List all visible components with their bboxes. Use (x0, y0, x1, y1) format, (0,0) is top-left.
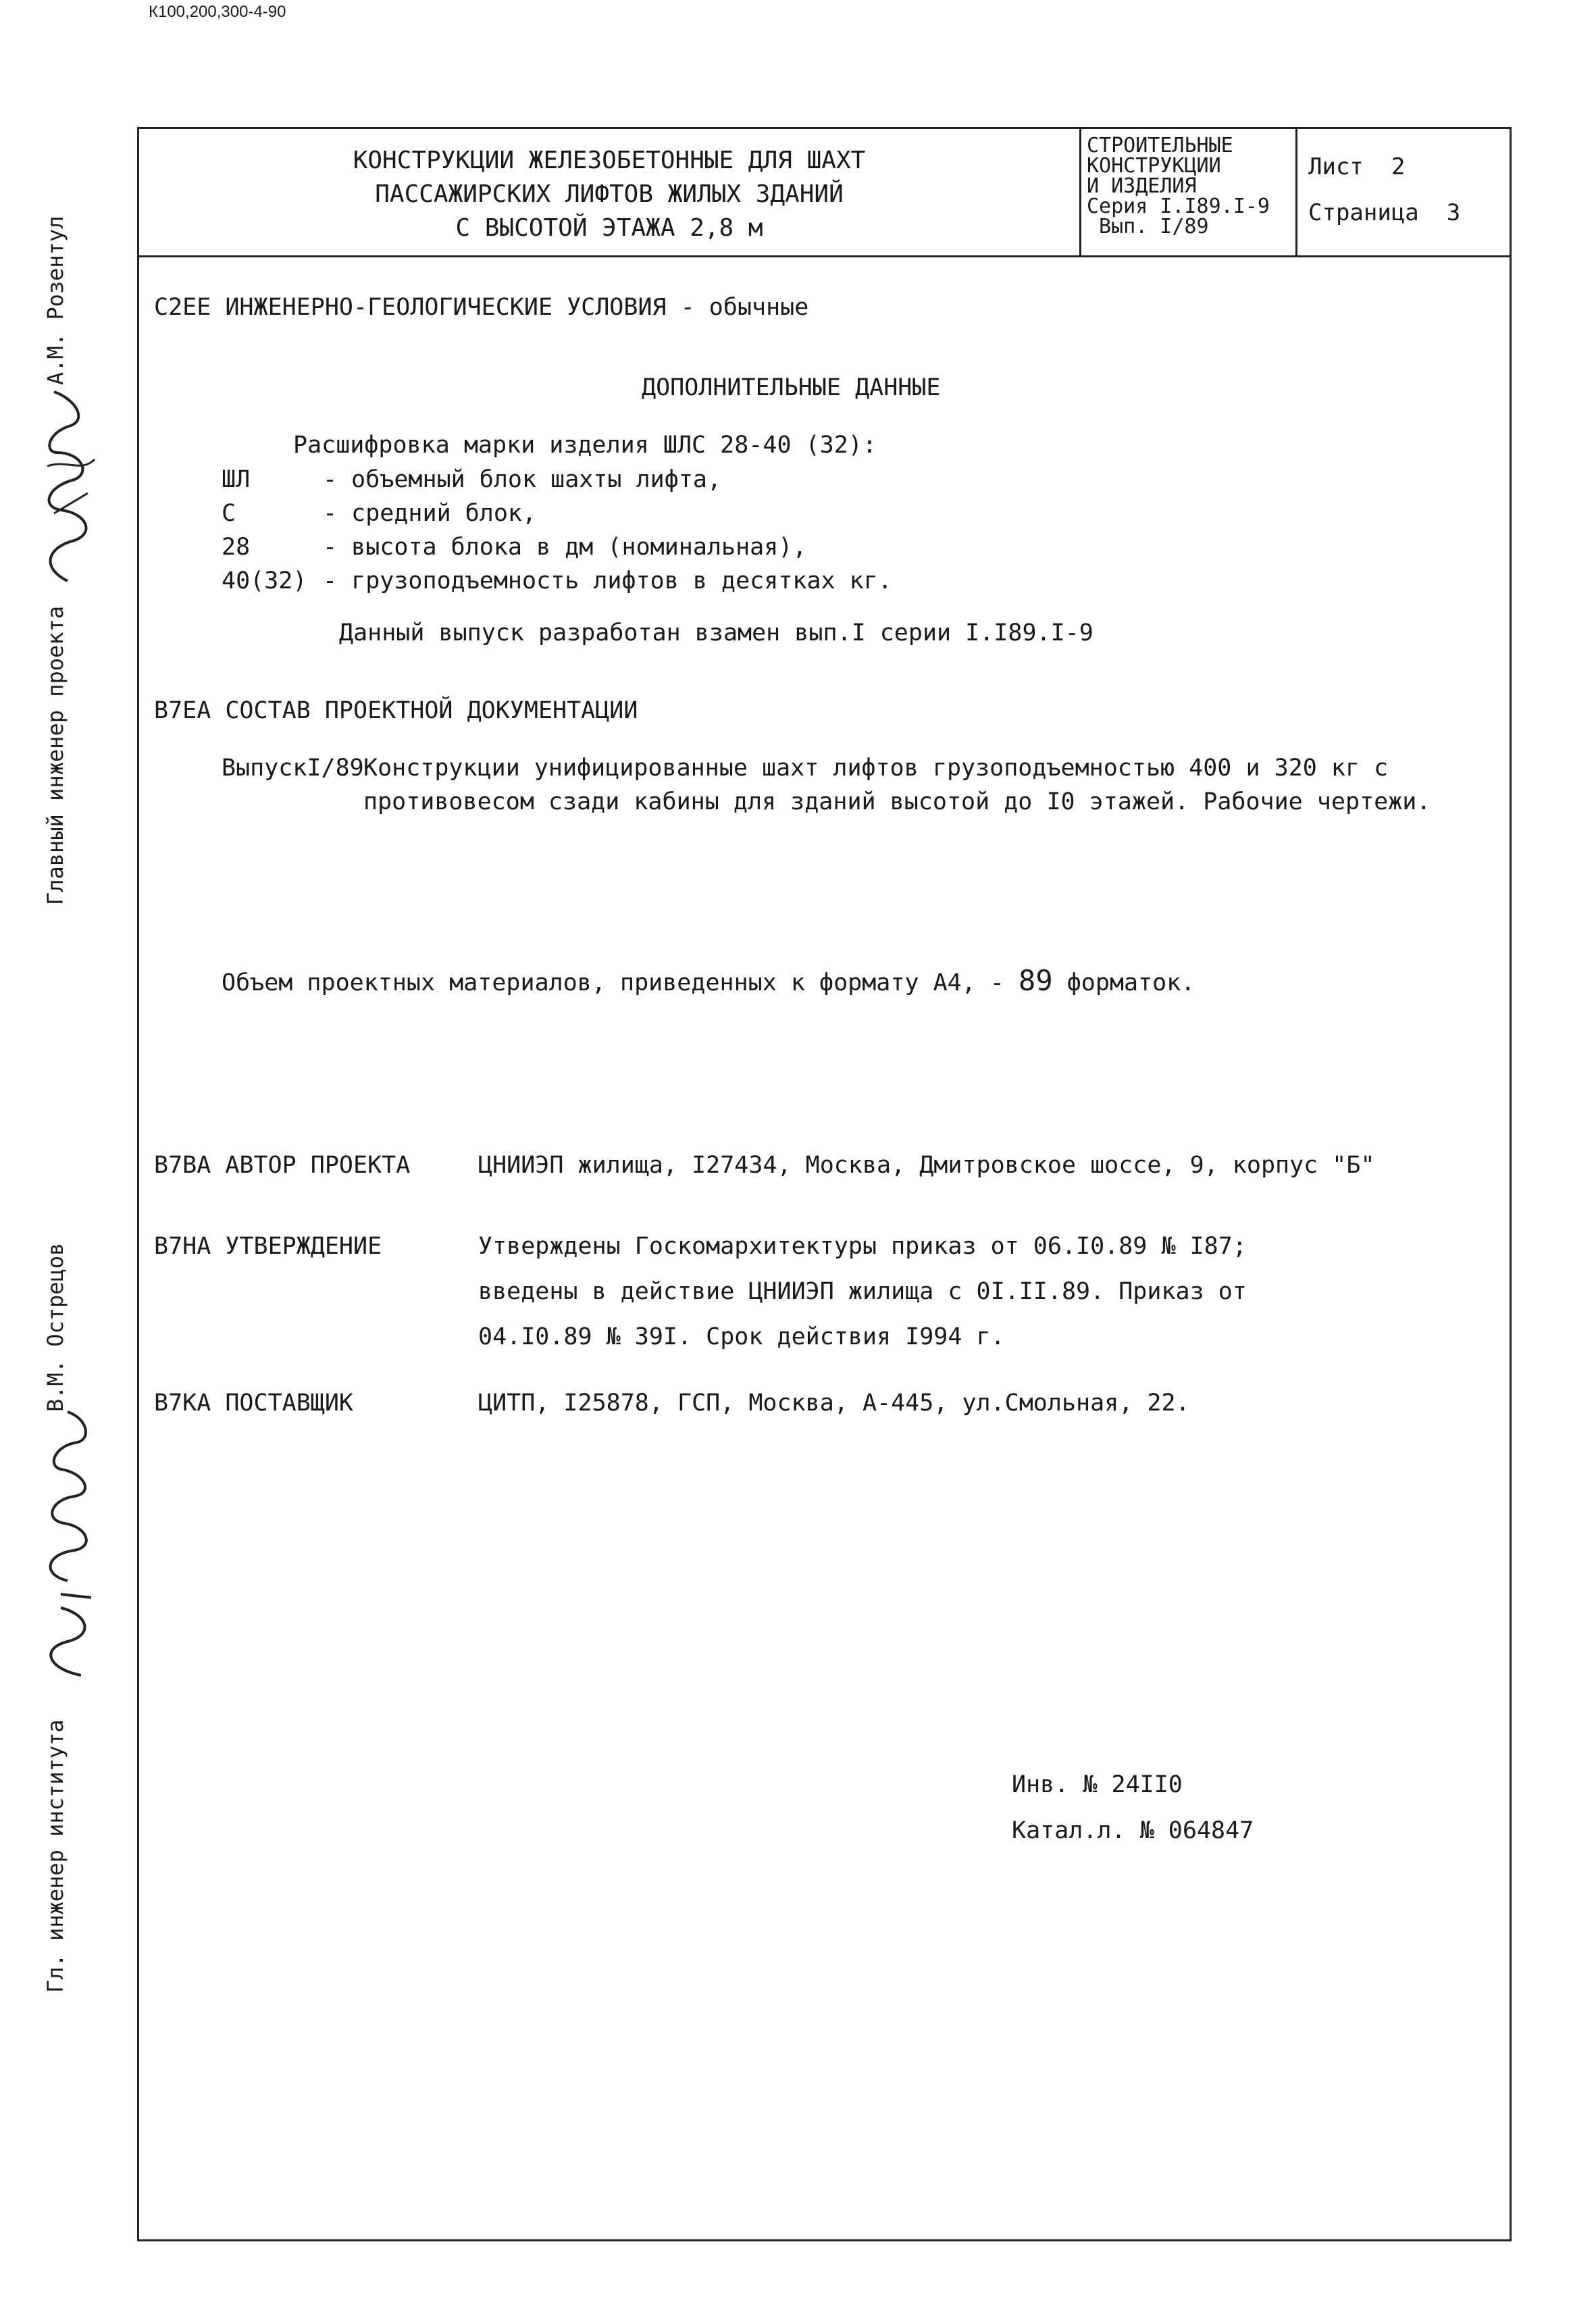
decode-desc-1: - объемный блок шахты лифта, (323, 466, 722, 493)
decode-code-2: С (222, 500, 236, 527)
supplier-code: В7КА ПОСТАВЩИК (154, 1390, 354, 1417)
geo-conditions: С2ЕЕ ИНЖЕНЕРНО-ГЕОЛОГИЧЕСКИЕ УСЛОВИЯ - обычные (154, 294, 809, 321)
supplier-text: ЦИТП, I25878, ГСП, Москва, А-445, ул.Смольная, 22. (478, 1390, 1190, 1417)
decode-code-4: 40(32) (222, 567, 307, 594)
signature-ostretsov (27, 1405, 108, 1689)
page-label: Страница (1308, 199, 1419, 226)
mark-decode-title: Расшифровка марки изделия ШЛС 28-40 (32): (293, 432, 877, 459)
approval-line-1: Утверждены Госкомархитектуры приказ от 06.I0.89 № I87; (478, 1233, 1247, 1260)
sheet-block (1297, 129, 1510, 255)
volume-value: 89 (1019, 964, 1053, 997)
replacement-note: Данный выпуск разработан взамен вып.I серии I.I89.I-9 (339, 619, 1093, 646)
catalog-label: Катал.л. № (1012, 1817, 1154, 1844)
approval-line-2: введены в действие ЦНИИЭП жилища с 0I.II.89. Приказ от (478, 1278, 1247, 1305)
title-line-3: С ВЫСОТОЙ ЭТАЖА 2,8 м (455, 214, 763, 242)
catalog-number (1012, 1816, 1254, 1846)
catalog-value: 064847 (1168, 1817, 1254, 1844)
series-line-3: И ИЗДЕЛИЯ (1087, 174, 1197, 198)
page-number: 3 (1446, 199, 1461, 226)
decode-desc-3: - высота блока в дм (номинальная), (323, 534, 807, 561)
approval-line-3: 04.I0.89 № 39I. Срок действия I994 г. (478, 1323, 1005, 1350)
series-line-5: Вып. I/89 (1099, 215, 1209, 238)
series-line-2: КОНСТРУКЦИИ (1087, 154, 1221, 178)
decode-code-1: ШЛ (222, 466, 251, 493)
decode-code-3: 28 (222, 534, 251, 561)
issue-description-2: противовесом сзади кабины для зданий высотой до I0 этажей. Рабочие чертежи. (363, 788, 1431, 815)
inventory-value: 24II0 (1111, 1771, 1183, 1798)
composition-heading: В7ЕА СОСТАВ ПРОЕКТНОЙ ДОКУМЕНТАЦИИ (154, 697, 638, 724)
volume-line (222, 966, 1195, 998)
decode-desc-2: - средний блок, (323, 500, 537, 527)
volume-prefix: Объем проектных материалов, приведенных к формату А4, - (222, 969, 1004, 996)
chief-project-engineer-label: Главный инженер проекта (43, 605, 68, 905)
author-code: В7ВА АВТОР ПРОЕКТА (154, 1152, 411, 1179)
author-text: ЦНИИЭП жилища, I27434, Москва, Дмитровское шоссе, 9, корпус "Б" (478, 1152, 1375, 1179)
issue-description-1: Конструкции унифицированные шахт лифтов грузоподъемностью 400 и 320 кг с (363, 755, 1389, 782)
series-block (1081, 129, 1297, 255)
extra-data-heading: ДОПОЛНИТЕЛЬНЫЕ ДАННЫЕ (642, 374, 941, 401)
series-line-4: Серия I.I89.I-9 (1087, 195, 1270, 218)
decode-desc-4: - грузоподъемность лифтов в десятках кг. (323, 567, 892, 594)
issue-label: ВыпускI/89 (222, 755, 364, 782)
inventory-number (1012, 1770, 1183, 1800)
title-line-1: КОНСТРУКЦИИ ЖЕЛЕЗОБЕТОННЫЕ ДЛЯ ШАХТ (353, 147, 866, 174)
approval-code: В7НА УТВЕРЖДЕНИЕ (154, 1233, 382, 1260)
chief-institute-engineer-label: Гл. инженер института (43, 1719, 68, 1993)
signature-rozentul (27, 378, 101, 594)
inventory-label: Инв. № (1012, 1771, 1098, 1798)
chief-institute-engineer-name: В.М. Острецов (43, 1242, 68, 1412)
document-code: К100,200,300-4-90 (149, 3, 286, 21)
title-block (139, 129, 1510, 257)
sheet-label: Лист (1308, 153, 1364, 180)
document-title (139, 129, 1081, 255)
volume-suffix: форматок. (1066, 969, 1195, 996)
sheet-number: 2 (1391, 153, 1406, 180)
series-line-1: СТРОИТЕЛЬНЫЕ (1087, 134, 1233, 157)
title-line-2: ПАССАЖИРСКИХ ЛИФТОВ ЖИЛЫХ ЗДАНИЙ (375, 180, 844, 208)
chief-project-engineer-name: А.М. Розентул (43, 215, 68, 385)
